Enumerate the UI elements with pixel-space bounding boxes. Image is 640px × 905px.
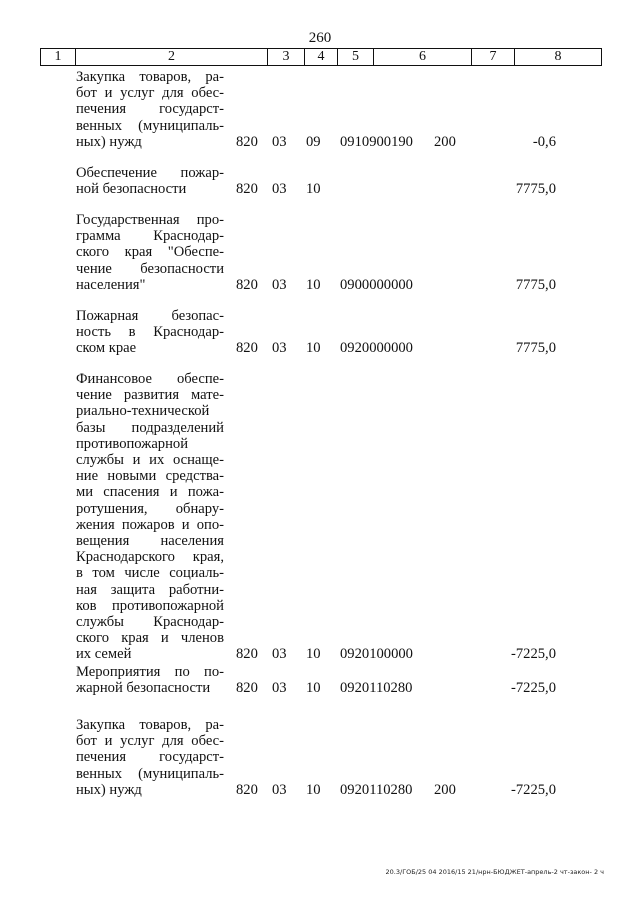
subsection-code: 10 xyxy=(306,181,321,198)
description-line: Краснодарского края, xyxy=(76,549,224,566)
subsection-code: 10 xyxy=(306,781,321,798)
ministry-code: 820 xyxy=(236,276,258,293)
description-line: Финансовое обеспе- xyxy=(76,371,224,387)
description-line: Закупка товаров, ра- xyxy=(76,717,224,733)
header-col-8: 8 xyxy=(515,49,602,66)
description-line: Государственная про- xyxy=(76,212,224,228)
description-line: бот и услуг для обес- xyxy=(76,85,224,102)
subsection-code: 09 xyxy=(306,133,321,150)
description-line: вещения населения xyxy=(76,533,224,550)
section-code: 03 xyxy=(272,276,287,293)
description-line: жарной безопасности xyxy=(76,680,211,697)
description-line: в том числе социаль- xyxy=(76,565,224,582)
header-col-5: 5 xyxy=(338,49,374,66)
description-line: службы и их оснаще- xyxy=(76,452,224,469)
subsection-code: 10 xyxy=(306,680,321,697)
row-description xyxy=(76,165,224,197)
row-description xyxy=(76,308,224,357)
header-col-2: 2 xyxy=(76,49,268,66)
description-line: чение безопасности xyxy=(76,260,224,277)
description-line: ная защита работни- xyxy=(76,581,224,598)
target-article-code: 0910900190 xyxy=(340,133,413,150)
description-line: венных (муниципаль- xyxy=(76,765,224,782)
ministry-code: 820 xyxy=(236,781,258,798)
target-article-code: 0920110280 xyxy=(340,781,413,798)
description-line: ков противопожарной xyxy=(76,597,224,614)
row-description xyxy=(76,69,224,150)
expense-type-code: 200 xyxy=(434,133,456,150)
description-line: ми спасения и пожа- xyxy=(76,484,224,501)
target-article-code: 0920000000 xyxy=(340,340,413,357)
description-line: противопожарной xyxy=(76,435,189,452)
section-code: 03 xyxy=(272,781,287,798)
expense-type-code: 200 xyxy=(434,781,456,798)
section-code: 03 xyxy=(272,181,287,198)
document-footer-path: 20.3/ГОБ/25 04 2016/15 21/нрн-БЮДЖЕТ-апрель-2 чт-закон- 2 ч xyxy=(385,868,604,876)
description-line: чение развития мате- xyxy=(76,387,224,404)
ministry-code: 820 xyxy=(236,181,258,198)
amount-value: -7225,0 xyxy=(511,781,556,798)
description-line: Обеспечение пожар- xyxy=(76,165,224,181)
ministry-code: 820 xyxy=(236,646,258,663)
description-line: ского края "Обеспе- xyxy=(76,244,224,261)
description-line: ных) нужд xyxy=(76,133,142,150)
description-line: ротушения, обнару- xyxy=(76,500,224,517)
row-description xyxy=(76,212,224,293)
amount-value: 7775,0 xyxy=(515,181,556,198)
description-line: службы Краснодар- xyxy=(76,614,224,631)
description-line: Закупка товаров, ра- xyxy=(76,69,224,85)
target-article-code: 0920110280 xyxy=(340,680,413,697)
section-code: 03 xyxy=(272,680,287,697)
description-line: жения пожаров и опо- xyxy=(76,516,224,533)
subsection-code: 10 xyxy=(306,276,321,293)
description-line: ского края и членов xyxy=(76,630,224,647)
subsection-code: 10 xyxy=(306,646,321,663)
row-description xyxy=(76,717,224,798)
description-line: Пожарная безопас- xyxy=(76,308,224,324)
header-col-6: 6 xyxy=(374,49,472,66)
amount-value: -7225,0 xyxy=(511,680,556,697)
target-article-code: 0900000000 xyxy=(340,276,413,293)
target-article-code: 0920100000 xyxy=(340,646,413,663)
description-line: венных (муниципаль- xyxy=(76,117,224,134)
section-code: 03 xyxy=(272,133,287,150)
row-description xyxy=(76,371,224,663)
header-col-3: 3 xyxy=(268,49,305,66)
description-line: ной безопасности xyxy=(76,181,187,198)
row-description xyxy=(76,664,224,696)
header-col-4: 4 xyxy=(305,49,338,66)
description-line: ском крае xyxy=(76,340,137,357)
section-code: 03 xyxy=(272,340,287,357)
ministry-code: 820 xyxy=(236,133,258,150)
header-col-7: 7 xyxy=(472,49,515,66)
description-line: ных) нужд xyxy=(76,781,142,798)
header-col-1: 1 xyxy=(41,49,76,66)
page-number: 260 xyxy=(308,30,332,46)
description-line: базы подразделений xyxy=(76,419,224,436)
description-line: их семей xyxy=(76,646,132,663)
description-line: Мероприятия по по- xyxy=(76,664,224,680)
ministry-code: 820 xyxy=(236,340,258,357)
description-line: ность в Краснодар- xyxy=(76,324,224,341)
description-line: бот и услуг для обес- xyxy=(76,733,224,750)
description-line: печения государст- xyxy=(76,101,224,118)
description-line: грамма Краснодар- xyxy=(76,228,224,245)
description-line: ние новыми средства- xyxy=(76,468,224,485)
section-code: 03 xyxy=(272,646,287,663)
description-line: риально-технической xyxy=(76,403,210,420)
description-line: населения" xyxy=(76,276,146,293)
amount-value: -0,6 xyxy=(532,133,556,150)
amount-value: 7775,0 xyxy=(515,276,556,293)
amount-value: 7775,0 xyxy=(515,340,556,357)
description-line: печения государст- xyxy=(76,749,224,766)
ministry-code: 820 xyxy=(236,680,258,697)
amount-value: -7225,0 xyxy=(511,646,556,663)
subsection-code: 10 xyxy=(306,340,321,357)
